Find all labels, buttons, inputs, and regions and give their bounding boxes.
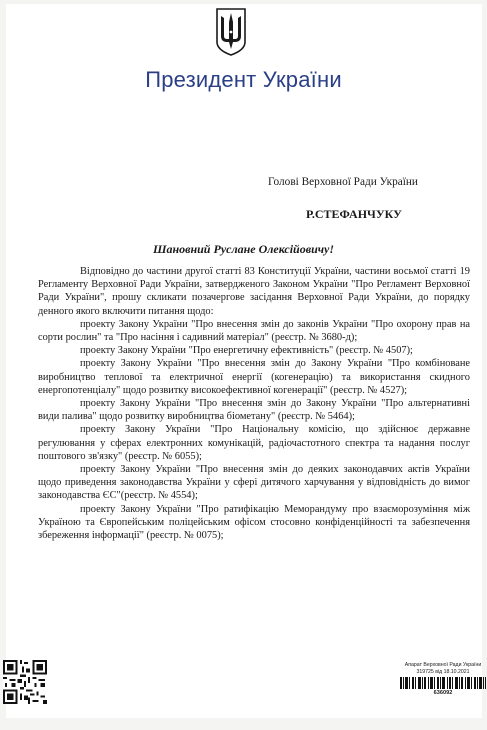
addressee-line: Голові Верховної Ради України [268, 176, 418, 188]
header-title: Президент України [145, 67, 342, 92]
qr-code-icon [3, 660, 47, 704]
barcode-digits: 636092 [433, 690, 453, 696]
trident-coat-of-arms-icon [216, 8, 246, 56]
registration-number: 319725 від 18.10.2021 [416, 668, 470, 675]
addressee-name: Р.СТЕФАНЧУКУ [306, 207, 402, 221]
list-item: проекту Закону України "Про ратифікацію Меморандуму про взаєморозуміння між Україною та Європейським поліцейським офісом стосовно конфіденційності та забезпечення збереження інформації" (реєстр. № 0075); [38, 503, 470, 542]
list-item: проекту Закону України "Про внесення змін до деяких законодавчих актів України щодо приведення законодавства України у сфері дитячого харчування у відповідність до вимог законодавства ЄС"(реєстр. № 4554); [38, 464, 470, 502]
list-item: проекту Закону України "Про внесення змін до законів України "Про охорону прав на сорти рослин" та "Про насіння і садивний матеріал" (реєстр. № 3680-д); [38, 318, 470, 344]
list-item: проекту Закону України "Про внесення змін до Закону України "Про альтернативні види палива" щодо розвитку виробництва біометану" (реєстр. № 5464); [38, 398, 470, 423]
list-item: проекту Закону України "Про енергетичну ефективність" (реєстр. № 4507); [80, 345, 413, 357]
paragraph-intro: Відповідно до частини другої статті 83 Конституції України, частини восьмої статті 19 Регламенту Верховної Ради України, затвердженого Законом України "Про Регламент Верховної Ради України", прошу скликати позачергове засідання Верховної Ради України, до порядку денного якого включити питання щодо: [38, 266, 470, 317]
list-item: проекту Закону України "Про Національну комісію, що здійснює державне регулювання у сферах електронних комунікацій, радіочастотного спектра та надання послуг поштового зв'язку" (реєстр. № 6055); [38, 424, 470, 462]
barcode-icon [400, 677, 486, 689]
list-item: проекту Закону України "Про внесення змін до Закону України "Про комбіноване виробництво теплової та електричної енергії (когенерацію) та використання скидного енергопотенціалу" щодо розвитку високоефективної когенерації" (реєстр. № 4527); [38, 358, 470, 396]
registration-office: Апарат Верховної Ради України [404, 662, 482, 668]
letter-body [38, 265, 470, 542]
registration-stamp [398, 662, 487, 697]
salutation: Шановний Руслане Олексійовичу! [152, 242, 335, 256]
